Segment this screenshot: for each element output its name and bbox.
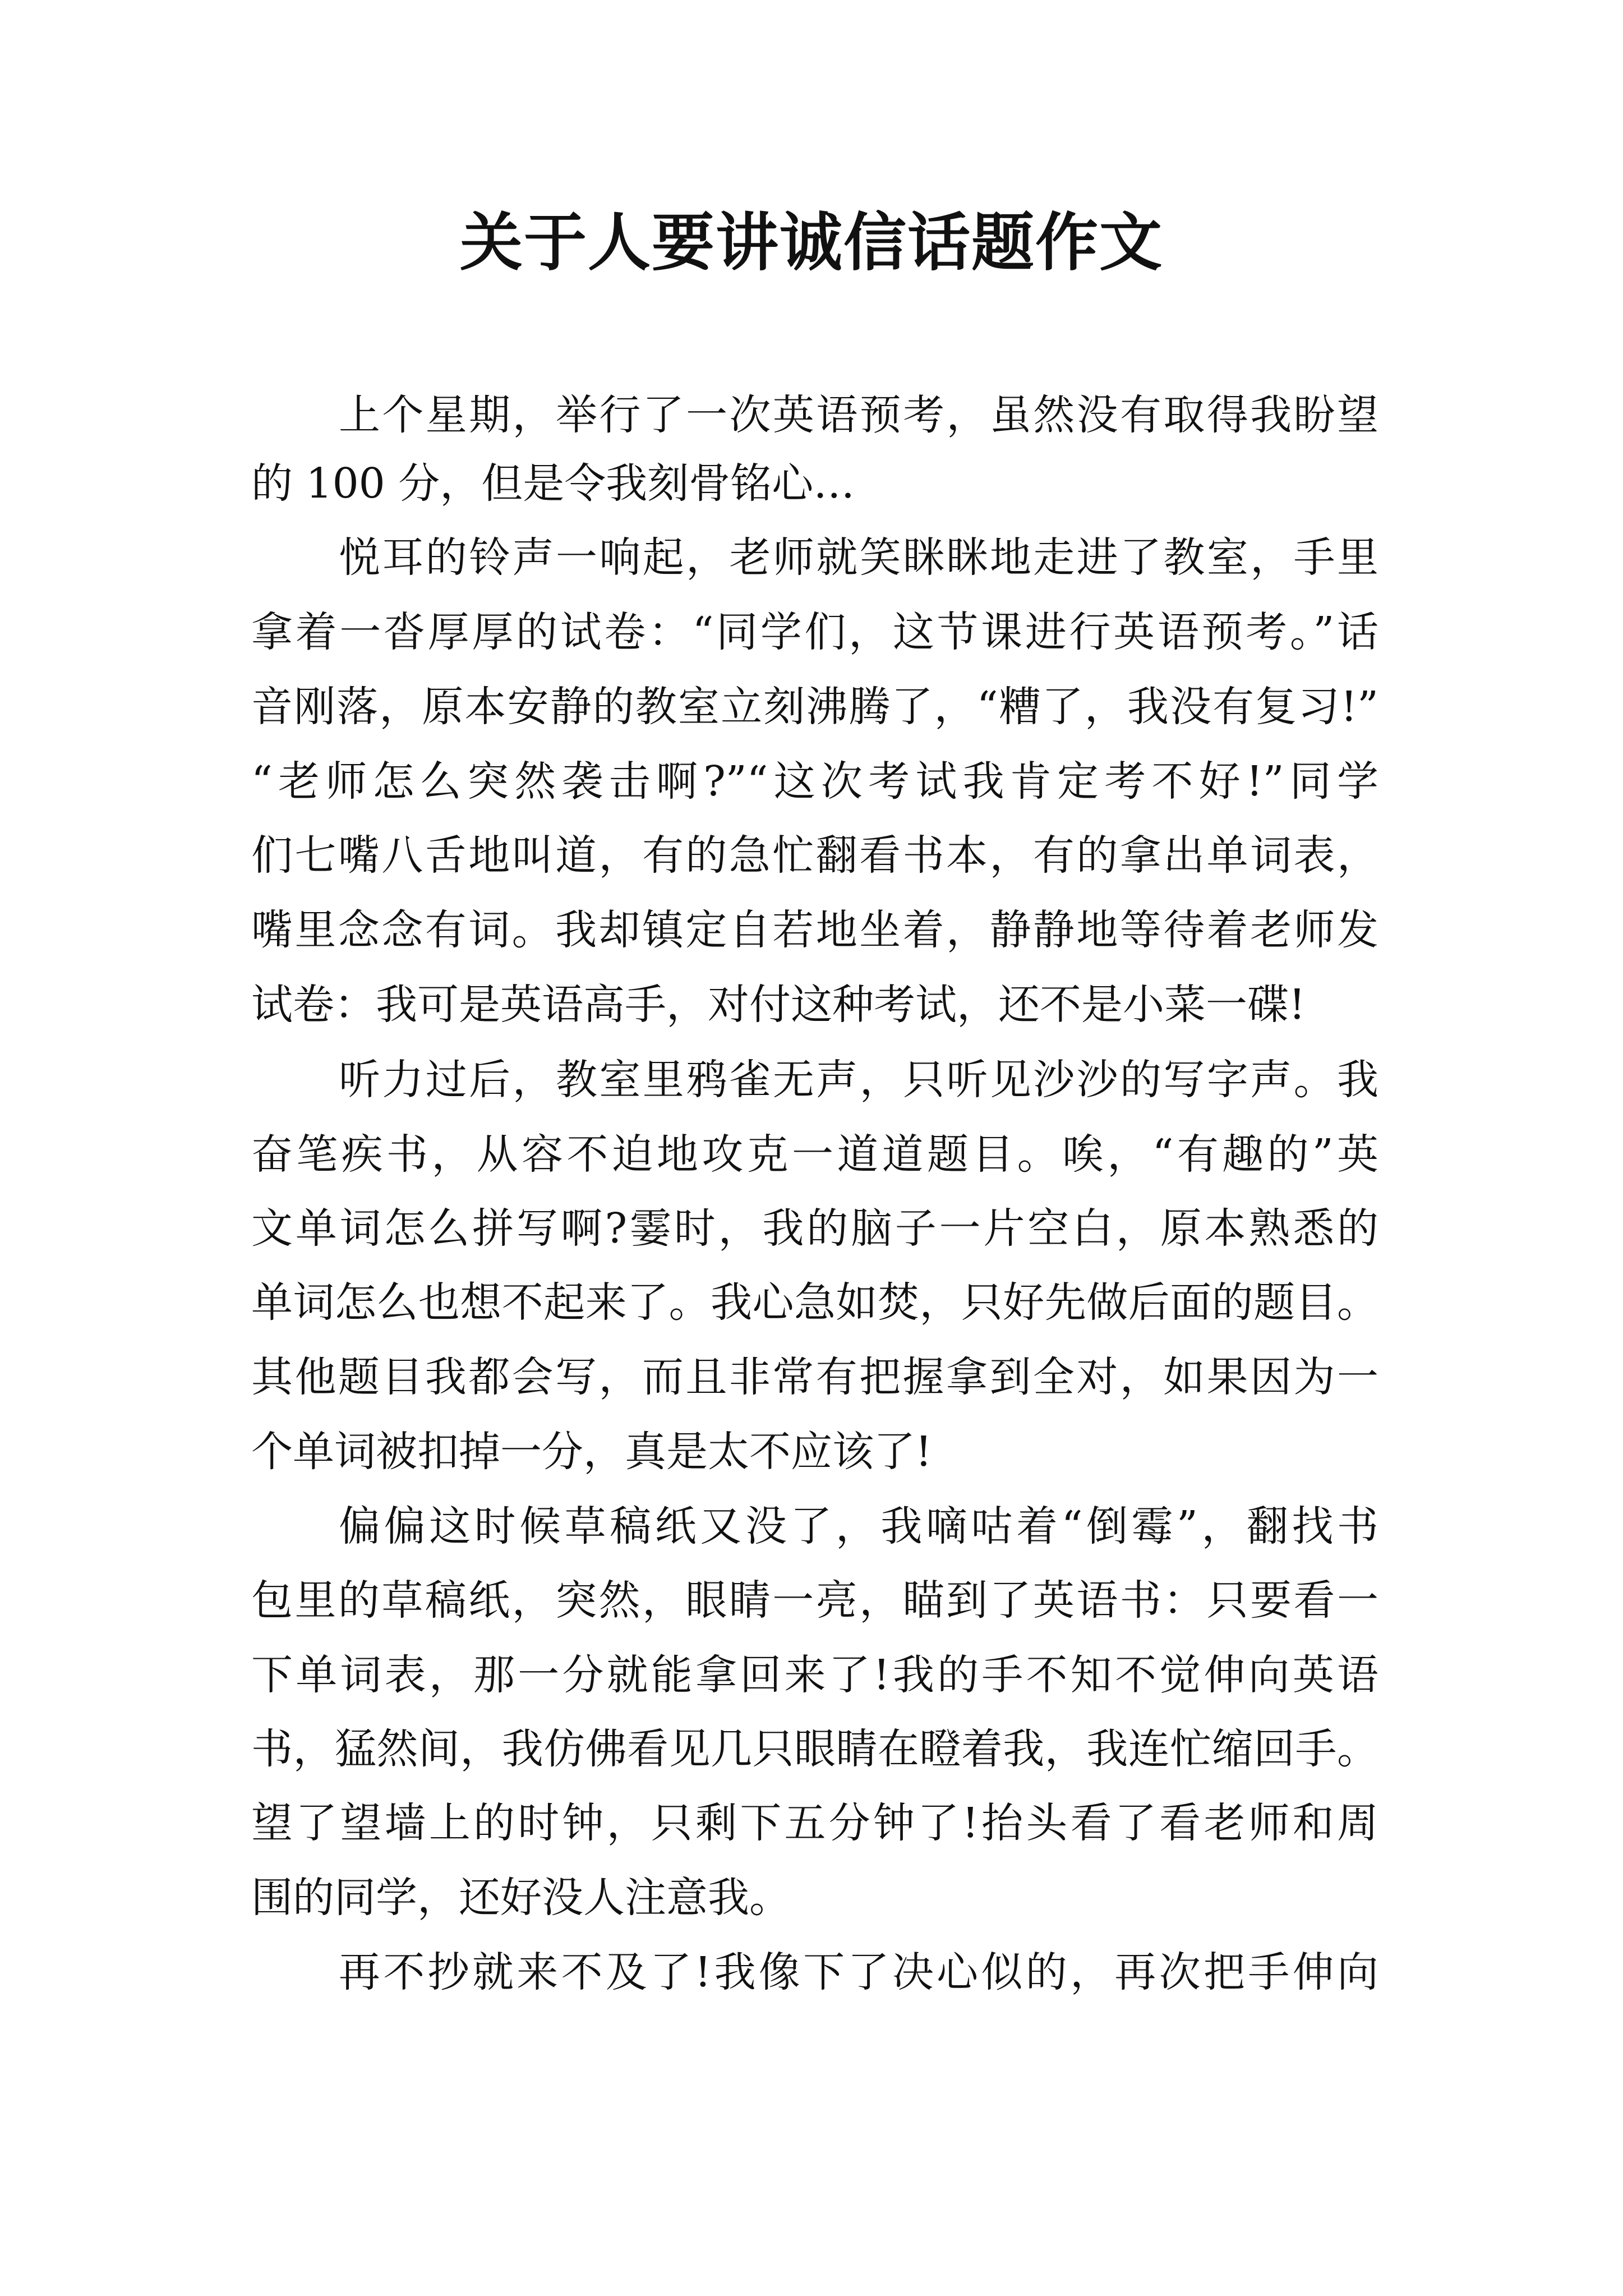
text-line-17: 包里的草稿纸，突然，眼睛一亮，瞄到了英语书：只要看一 (251, 1576, 1378, 1625)
text-line-16: 偏偏这时候草稿纸又没了，我嘀咕着“倒霉”，翻找书 (339, 1502, 1378, 1550)
text-line-19: 书，猛然间，我仿佛看见几只眼睛在瞪着我，我连忙缩回手。 (251, 1725, 1378, 1773)
text-line-15: 个单词被扣掉一分，真是太不应该了! (251, 1428, 932, 1476)
text-line-2: 的 100 分，但是令我刻骨铭心… (251, 459, 855, 508)
text-line-4: 拿着一沓厚厚的试卷：“同学们，这节课进行英语预考。”话 (251, 608, 1378, 656)
text-line-10: 听力过后，教室里鸦雀无声，只听见沙沙的写字声。我 (339, 1056, 1378, 1104)
text-line-21: 围的同学，还好没人注意我。 (251, 1874, 791, 1922)
text-line-20: 望了望墙上的时钟，只剩下五分钟了!抬头看了看老师和周 (251, 1799, 1378, 1847)
text-line-11: 奋笔疾书，从容不迫地攻克一道道题目。唉，“有趣的”英 (251, 1130, 1378, 1179)
text-line-14: 其他题目我都会写，而且非常有把握拿到全对，如果因为一 (251, 1353, 1378, 1401)
text-line-8: 嘴里念念有词。我却镇定自若地坐着，静静地等待着老师发 (251, 906, 1378, 954)
text-line-22: 再不抄就来不及了!我像下了决心似的，再次把手伸向 (339, 1948, 1378, 1996)
text-line-6: “老师怎么突然袭击啊?”“这次考试我肯定考不好!”同学 (251, 757, 1378, 806)
text-line-1: 上个星期，举行了一次英语预考，虽然没有取得我盼望 (339, 391, 1378, 439)
text-line-5: 音刚落，原本安静的教室立刻沸腾了，“糟了，我没有复习!” (251, 683, 1378, 731)
text-line-3: 悦耳的铃声一响起，老师就笑眯眯地走进了教室，手里 (339, 533, 1378, 582)
text-line-13: 单词怎么也想不起来了。我心急如焚，只好先做后面的题目。 (251, 1278, 1378, 1327)
text-line-12: 文单词怎么拼写啊?霎时，我的脑子一片空白，原本熟悉的 (251, 1204, 1378, 1253)
text-line-7: 们七嘴八舌地叫道，有的急忙翻看书本，有的拿出单词表， (251, 831, 1378, 880)
text-line-18: 下单词表，那一分就能拿回来了!我的手不知不觉伸向英语 (251, 1651, 1378, 1699)
document-title: 关于人要讲诚信话题作文 (460, 206, 1163, 279)
text-line-9: 试卷：我可是英语高手，对付这种考试，还不是小菜一碟! (251, 981, 1306, 1029)
